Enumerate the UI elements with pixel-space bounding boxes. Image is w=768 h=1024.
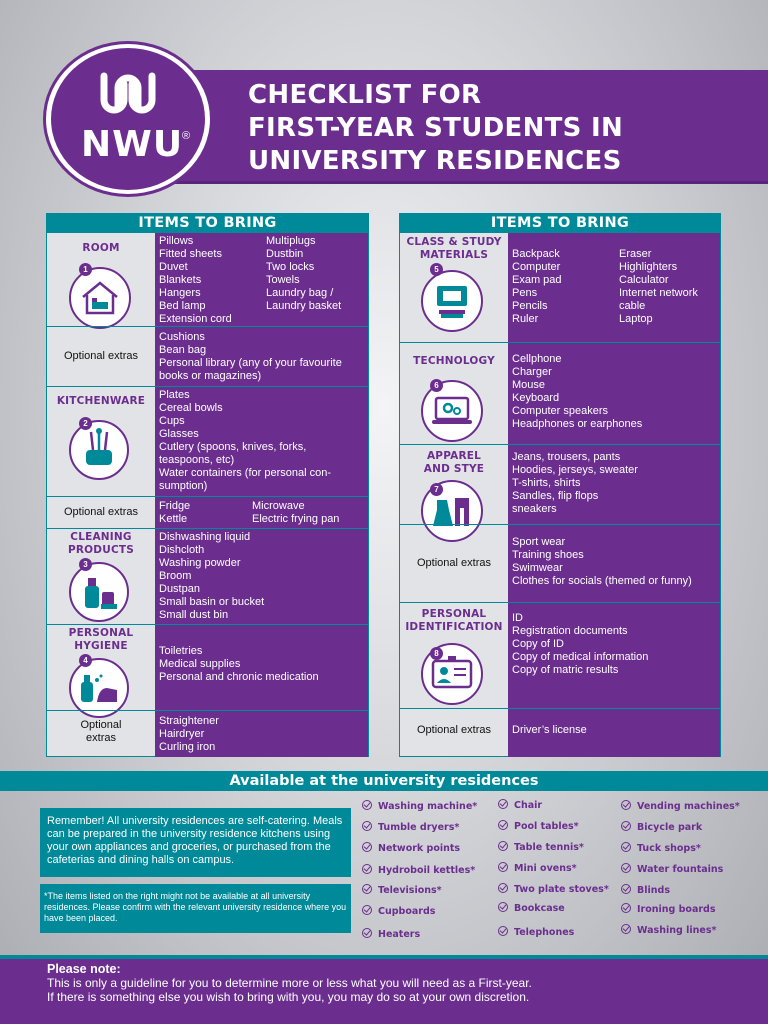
study-icon-circle [421,270,483,332]
study-materials-icon [423,272,481,330]
list-item: Blankets [159,274,202,286]
list-item: Laundry basket [266,300,342,312]
hygiene-items [155,625,368,710]
apparel-items [508,445,720,524]
registered-mark: ® [182,130,191,142]
amenity-item: Mini ovens* [498,862,577,874]
apparel-section [400,444,720,524]
hand-wash-icon [71,660,127,716]
list-item: Multiplugs [266,235,316,247]
hygiene-optional-items [155,711,368,757]
check-icon [498,926,508,936]
technology-items [508,343,720,444]
list-item: Extension cord [159,313,232,325]
list-item: sneakers [512,503,557,515]
amenity-item: Cupboards [362,905,435,917]
list-item: Sandles, flip flops [512,490,599,502]
footer-line: This is only a guideline for you to determine more or less what you will need as a First-year. [47,976,532,990]
list-item: Keyboard [512,392,560,404]
list-item: Laptop [619,313,653,325]
list-item: Hairdryer [159,728,205,740]
list-item: books or magazines) [159,370,262,382]
page-title [248,79,623,178]
amenity-item: Network points [362,842,460,854]
kitchen-label: KITCHENWARE [56,395,146,407]
list-item: T-shirts, shirts [512,477,581,489]
amenity-item: Table tennis* [498,841,584,853]
amenity-item: Pool tables* [498,820,579,832]
house-icon [71,269,129,327]
check-icon [498,841,508,851]
nwu-logo [51,48,205,190]
optional-label: Optional extras [80,719,122,744]
list-item: Driver’s license [512,724,587,736]
room-optional [47,326,368,386]
check-icon [362,800,372,810]
check-icon [362,842,372,852]
check-icon [498,862,508,872]
list-item: Dishwashing liquid [159,531,251,543]
room-label: ROOM [82,242,120,254]
title-line: FIRST-YEAR STUDENTS IN [248,113,624,143]
list-item: Registration documents [512,625,628,637]
list-item: Sport wear [512,536,566,548]
check-icon [621,842,631,852]
list-item: Computer speakers [512,405,608,417]
right-panel-heading: ITEMS TO BRING [400,214,720,232]
list-item: Laundry bag / [266,287,334,299]
list-item: Computer [512,261,561,273]
list-item: Pencils [512,300,548,312]
amenity-item: Two plate stoves* [498,883,609,895]
list-item: Cellphone [512,353,562,365]
list-item: Washing powder [159,557,241,569]
technology-label: TECHNOLOGY [413,355,495,367]
footer-line: If there is something else you wish to bring with you, you may do so at your own discretion. [47,990,530,1004]
amenity-item: Tumble dryers* [362,821,459,833]
identification-label: PERSONAL IDENTIFICATION [405,608,503,633]
amenity-item: Chair [498,799,542,811]
list-item: Straightener [159,715,219,727]
room-section [47,232,368,326]
identification-optional [400,708,720,757]
list-item: Electric frying pan [252,513,340,525]
identification-items [508,603,720,708]
cleaning-items [155,529,368,624]
optional-label: Optional extras [417,557,491,569]
check-icon [498,820,508,830]
please-note-footer [0,955,768,1024]
list-item: Microwave [252,500,305,512]
list-item: Charger [512,366,552,378]
kitchen-optional-items [155,497,368,528]
list-item: Personal library (any of your favourite [159,357,342,369]
optional-label: Optional extras [64,350,138,362]
amenity-item: Heaters [362,928,420,940]
list-item: Medical supplies [159,658,241,670]
list-item: Internet network [619,287,698,299]
optional-label: Optional extras [64,506,138,518]
list-item: teaspoons, etc) [159,454,235,466]
room-icon-circle [69,267,131,329]
study-section [400,232,720,342]
hygiene-optional [47,710,368,757]
list-item: Fitted sheets [159,248,222,260]
kitchen-utensils-icon [71,422,127,478]
amenity-item: Televisions* [362,884,442,896]
list-item: Plates [159,389,190,401]
list-item: Calculator [619,274,669,286]
room-badge: 1 [79,263,92,276]
cleaning-icon-circle [69,562,129,622]
apparel-optional [400,524,720,602]
list-item: Eraser [619,248,652,260]
amenity-item: Tuck shops* [621,842,701,854]
technology-badge: 6 [430,379,443,392]
list-item: Water containers (for personal con- [159,467,331,479]
list-item: Clothes for socials (themed or funny) [512,575,692,587]
list-item: Duvet [159,261,188,273]
identification-badge: 8 [430,647,443,660]
list-item: Cutlery (spoons, knives, forks, [159,441,307,453]
list-item: Kettle [159,513,188,525]
list-item: Dishcloth [159,544,205,556]
amenity-item: Vending machines* [621,800,740,812]
list-item: Cereal bowls [159,402,223,414]
list-item: Highlighters [619,261,678,273]
available-heading: Available at the university residences [0,771,768,791]
footer-heading: Please note: [47,962,121,976]
check-icon [362,864,372,874]
list-item: Copy of matric results [512,664,619,676]
check-icon [362,884,372,894]
list-item: Toiletries [159,645,203,657]
cleaning-badge: 3 [79,558,92,571]
list-item: Fridge [159,500,191,512]
list-item: Copy of ID [512,638,564,650]
identification-optional-items [508,709,720,757]
list-item: Training shoes [512,549,584,561]
list-item: Small basin or bucket [159,596,265,608]
list-item: Curling iron [159,741,216,753]
check-icon [362,821,372,831]
left-items-panel [46,213,369,757]
amenity-item: Bicycle park [621,821,702,833]
check-icon [621,821,631,831]
kitchen-section [47,386,368,496]
apparel-label: APPAREL AND STYE [423,450,485,475]
check-icon [621,924,631,934]
amenity-item: Washing lines* [621,924,716,936]
right-items-panel [399,213,721,757]
cleaning-spray-icon [71,564,127,620]
room-optional-items [155,327,368,386]
list-item: Hangers [159,287,201,299]
list-item: Pens [512,287,538,299]
left-panel-heading: ITEMS TO BRING [47,214,368,232]
list-item: Swimwear [512,562,563,574]
list-item: Dustpan [159,583,200,595]
list-item: Bean bag [159,344,207,356]
logo-text: NWU [81,124,184,165]
list-item: Headphones or earphones [512,418,643,430]
check-icon [621,800,631,810]
hygiene-section [47,624,368,710]
list-item: Bed lamp [159,300,206,312]
amenity-item: Hydroboil kettles* [362,864,475,876]
check-icon [498,902,508,912]
study-items [508,233,720,342]
list-item: Broom [159,570,192,582]
list-item: Exam pad [512,274,562,286]
technology-section [400,342,720,444]
list-item: Cups [159,415,185,427]
list-item: ID [512,612,523,624]
list-item: Small dust bin [159,609,229,621]
cleaning-section [47,528,368,624]
nwu-logo-mark-icon [96,70,160,120]
list-item: Ruler [512,313,539,325]
kitchen-optional [47,496,368,528]
amenity-item: Washing machine* [362,800,477,812]
list-item: Personal and chronic medication [159,671,319,683]
title-line: CHECKLIST FOR [248,80,482,110]
list-item: Cushions [159,331,205,343]
identification-section [400,602,720,708]
hygiene-badge: 4 [79,654,92,667]
list-item: Hoodies, jerseys, sweater [512,464,638,476]
list-item: Two locks [266,261,315,273]
check-icon [362,905,372,915]
study-badge: 5 [430,263,443,276]
list-item: Mouse [512,379,546,391]
cleaning-label: CLEANING PRODUCTS [68,531,134,556]
amenity-item: Bookcase [498,902,565,914]
apparel-optional-items [508,525,720,602]
amenity-item: Ironing boards [621,903,716,915]
amenity-item: Water fountains [621,863,723,875]
list-item: Glasses [159,428,199,440]
kitchen-items [155,387,368,496]
check-icon [498,799,508,809]
list-item: sumption) [159,480,208,492]
list-item: Jeans, trousers, pants [512,451,621,463]
check-icon [498,883,508,893]
title-line: UNIVERSITY RESIDENCES [248,146,622,176]
check-icon [362,928,372,938]
list-item: Pillows [159,235,194,247]
list-item: cable [619,300,646,312]
kitchen-icon-circle [69,420,129,480]
list-item: Towels [266,274,300,286]
room-items [155,233,368,326]
list-item: Copy of medical information [512,651,649,663]
kitchen-badge: 2 [79,417,92,430]
check-icon [621,903,631,913]
list-item: Dustbin [266,248,304,260]
hygiene-label: PERSONAL HYGIENE [68,627,134,652]
list-item: Backpack [512,248,560,260]
amenity-item: Telephones [498,926,574,938]
apparel-badge: 7 [430,483,443,496]
amenity-item: Blinds [621,884,670,896]
availability-disclaimer: *The items listed on the right might not be available at all university residences. Please confirm with the relevant university residence where you have been placed. [40,884,351,933]
optional-label: Optional extras [417,724,491,736]
check-icon [621,863,631,873]
hygiene-icon-circle [69,658,129,718]
self-catering-note: Remember! All university residences are self-catering. Meals can be prepared in the university residence kitchens using your own appliances and groceries, or purchased from the cafeterias and dining halls on campus. [40,808,351,877]
check-icon [621,884,631,894]
study-label: CLASS & STUDY MATERIALS [406,236,502,261]
